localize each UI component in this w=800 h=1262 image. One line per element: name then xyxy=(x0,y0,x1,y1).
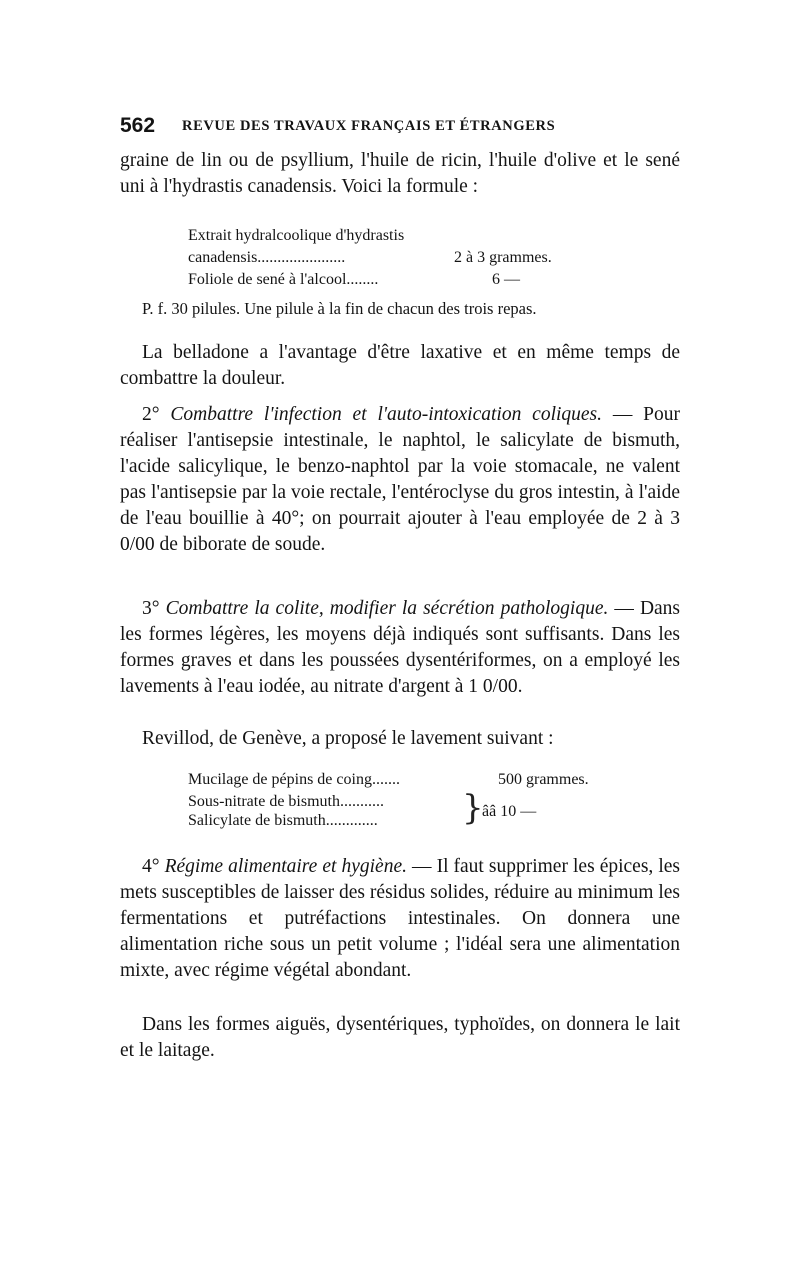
running-title: REVUE DES TRAVAUX FRANÇAIS ET ÉTRANGERS xyxy=(182,118,556,134)
ingredient-quantity: 2 à 3 grammes. xyxy=(454,249,552,266)
section-text: — Dans les formes légères, les moyens déjà indiqués sont suffisants. Dans les formes graves et dans les poussées dysentériformes, on a employé les lavements à l'eau iodée, au nitrate d'argent à 1 0/00. xyxy=(120,598,681,697)
section-title: Combattre l'infection et l'auto-intoxication coliques. xyxy=(170,404,603,425)
paragraph-formes-aigues: Dans les formes aiguës, dysentériques, typhoïdes, on donnera le lait et le laitage. xyxy=(120,1014,680,1061)
section-number: 3° xyxy=(142,598,160,619)
formula-directions: P. f. 30 pilules. Une pilule à la fin de chacun des trois repas. xyxy=(142,299,537,318)
ingredient-quantity: 6 — xyxy=(492,271,520,288)
formula-lavement xyxy=(188,770,628,834)
paragraph-revillod: Revillod, de Genève, a proposé le lavement suivant : xyxy=(142,728,554,749)
page-number: 562 xyxy=(120,114,156,137)
ingredient-name: canadensis...................... xyxy=(188,249,346,266)
shared-quantity: ââ 10 — xyxy=(482,803,537,820)
ingredient-name: Mucilage de pépins de coing....... xyxy=(188,771,400,788)
formula-hydrastis xyxy=(188,226,628,292)
ingredient-name: Extrait hydralcoolique d'hydrastis xyxy=(188,227,405,244)
ingredient-name: Sous-nitrate de bismuth........... xyxy=(188,793,384,810)
ingredient-quantity: 500 grammes. xyxy=(498,771,589,788)
page-header xyxy=(120,114,680,144)
section-title: Combattre la colite, modifier la sécrétion pathologique. xyxy=(165,598,609,619)
section-text: — Pour réaliser l'antisepsie intestinale, le naphtol, le salicylate de bismuth, l'acide salicylique, le benzo-naphtol par la voie stomacale, ne valent pas l'antisepsie par la voie rectale, l'entéroclyse du gros intestin, à l'aide de l'eau bouillie à 40°; on pourrait ajouter à l'eau employée de 2 à 3 0/00 de biborate de soude. xyxy=(120,404,681,555)
section-regime xyxy=(120,854,680,984)
section-infection xyxy=(120,402,680,558)
section-colite xyxy=(120,596,680,700)
section-text: — Il faut supprimer les épices, les mets susceptibles de laisser des résidus solides, réduire au minimum les fermentations et putréfactions intestinales. On donnera une alimentation riche sous un petit volume ; l'idéal sera une alimentation mixte, avec régime végétal abondant. xyxy=(120,856,681,981)
section-number: 2° xyxy=(142,404,160,425)
section-number: 4° xyxy=(142,856,160,877)
ingredient-name: Foliole de sené à l'alcool........ xyxy=(188,271,379,288)
ingredient-name: Salicylate de bismuth............. xyxy=(188,812,378,829)
paragraph-intro: graine de lin ou de psyllium, l'huile de ricin, l'huile d'olive et le sené uni à l'hydrastis canadensis. Voici la formule : xyxy=(120,150,680,197)
brace-symbol: } xyxy=(462,788,484,828)
section-title: Régime alimentaire et hygiène. xyxy=(164,856,407,877)
paragraph-belladone: La belladone a l'avantage d'être laxative et en même temps de combattre la douleur. xyxy=(120,342,680,389)
